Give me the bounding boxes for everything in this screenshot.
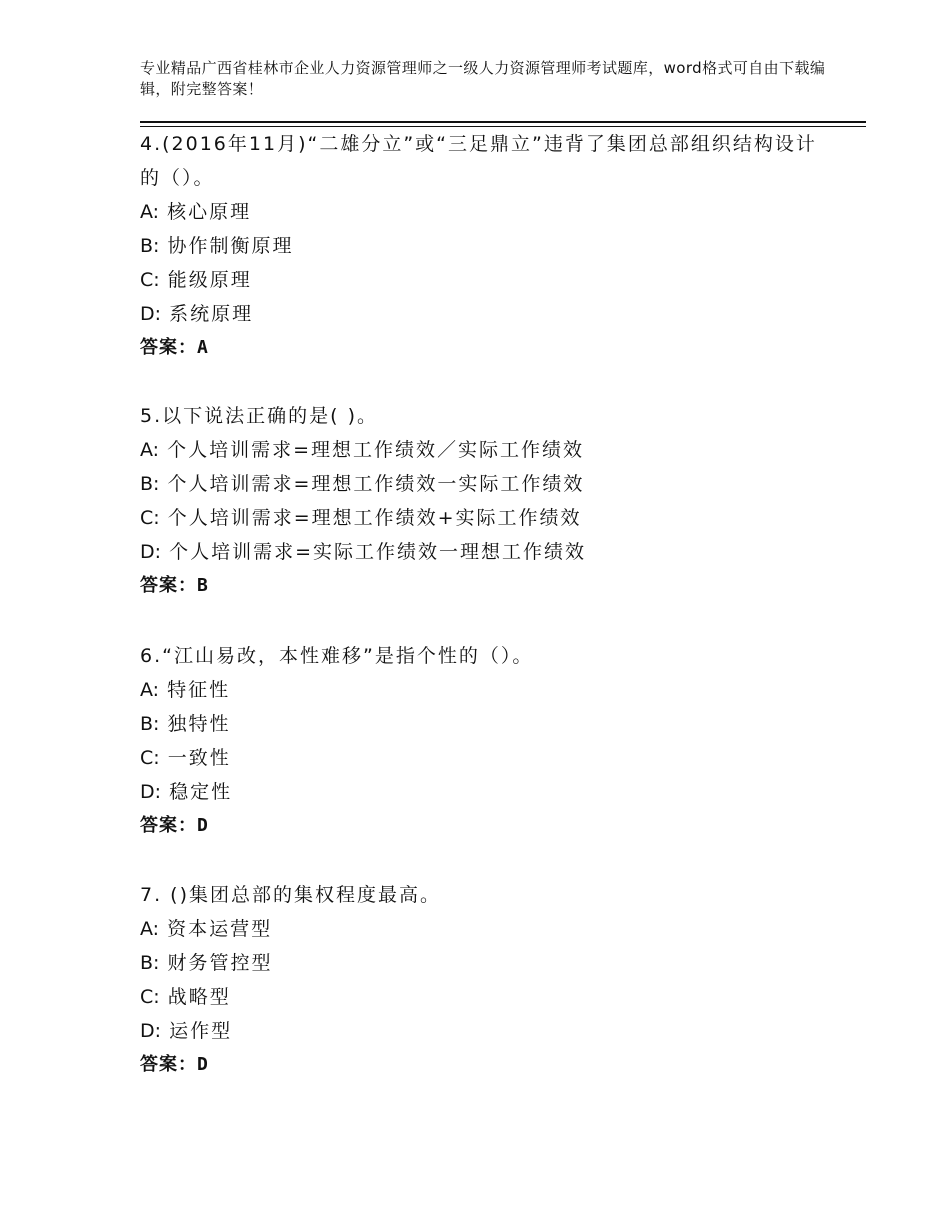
option-b: B: 协作制衡原理 — [140, 235, 294, 257]
answer-line: 答案：D — [140, 1054, 209, 1075]
header-divider-thick — [140, 121, 866, 123]
answer-line: 答案：B — [140, 575, 209, 596]
option-d: D: 个人培训需求=实际工作绩效一理想工作绩效 — [140, 541, 587, 563]
question-7 — [140, 878, 820, 1082]
option-text: 特征性 — [167, 679, 231, 701]
question-stem: 4.(2016年11月)“二雄分立”或“三足鼎立”违背了集团总部组织结构设计的（）。 — [140, 133, 817, 189]
document-header: 专业精品广西省桂林市企业人力资源管理师之一级人力资源管理师考试题库，word格式可自由下载编辑，附完整答案！ — [140, 59, 826, 98]
question-stem: 5.以下说法正确的是( )。 — [140, 405, 378, 427]
option-text: 核心原理 — [167, 201, 252, 223]
option-text: 系统原理 — [169, 303, 254, 325]
option-text: 资本运营型 — [167, 918, 273, 940]
answer-line: 答案：D — [140, 815, 209, 836]
option-c: C: 战略型 — [140, 986, 231, 1008]
option-d: D: 系统原理 — [140, 303, 254, 325]
question-4 — [140, 127, 820, 365]
option-text: 运作型 — [169, 1020, 233, 1042]
option-a: A: 特征性 — [140, 679, 231, 701]
option-c: C: 能级原理 — [140, 269, 252, 291]
option-a: A: 核心原理 — [140, 201, 252, 223]
option-text: 稳定性 — [169, 781, 233, 803]
option-a: A: 个人培训需求=理想工作绩效／实际工作绩效 — [140, 439, 585, 461]
option-text: 独特性 — [167, 713, 231, 735]
option-d: D: 运作型 — [140, 1020, 233, 1042]
option-c: C: 个人培训需求=理想工作绩效+实际工作绩效 — [140, 507, 582, 529]
option-text: 个人培训需求=理想工作绩效一实际工作绩效 — [167, 473, 585, 495]
option-text: 个人培训需求=理想工作绩效+实际工作绩效 — [167, 507, 582, 529]
option-text: 个人培训需求=实际工作绩效一理想工作绩效 — [169, 541, 587, 563]
option-text: 财务管控型 — [167, 952, 273, 974]
question-stem: 7. ()集团总部的集权程度最高。 — [140, 884, 441, 906]
option-d: D: 稳定性 — [140, 781, 233, 803]
option-text: 个人培训需求=理想工作绩效／实际工作绩效 — [167, 439, 585, 461]
option-b: B: 独特性 — [140, 713, 231, 735]
answer-line: 答案：A — [140, 337, 209, 358]
option-b: B: 个人培训需求=理想工作绩效一实际工作绩效 — [140, 473, 585, 495]
option-text: 能级原理 — [167, 269, 252, 291]
option-a: A: 资本运营型 — [140, 918, 273, 940]
option-text: 战略型 — [167, 986, 231, 1008]
question-stem: 6.“江山易改，本性难移”是指个性的（）。 — [140, 645, 534, 667]
question-5 — [140, 399, 820, 603]
option-text: 一致性 — [167, 747, 231, 769]
option-text: 协作制衡原理 — [167, 235, 294, 257]
option-b: B: 财务管控型 — [140, 952, 273, 974]
question-6 — [140, 639, 820, 843]
option-c: C: 一致性 — [140, 747, 231, 769]
